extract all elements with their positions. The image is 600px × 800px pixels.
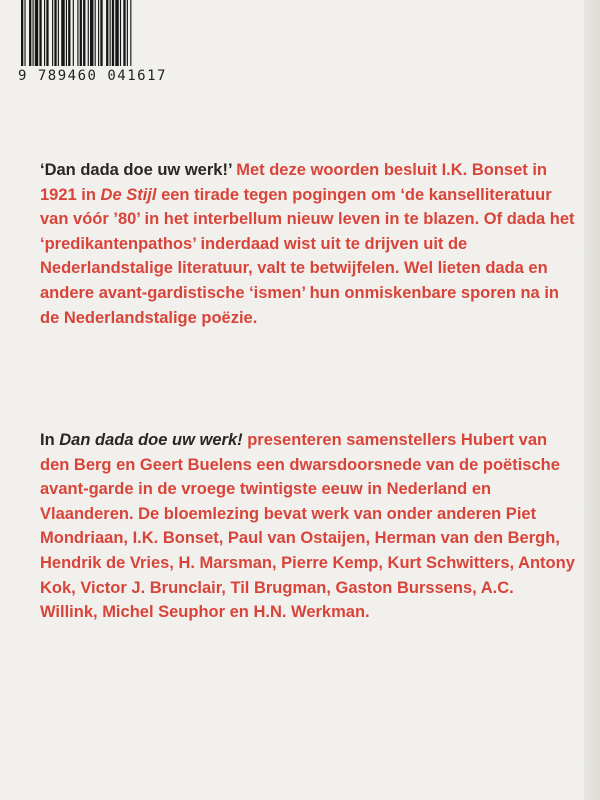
- barcode-bar: [112, 0, 114, 66]
- barcode-bar: [120, 0, 121, 66]
- barcode-bar: [123, 0, 125, 66]
- barcode-bar: [68, 0, 70, 66]
- barcode-bar: [35, 0, 38, 66]
- barcode-bar: [83, 0, 85, 66]
- barcode-bar: [21, 0, 23, 66]
- isbn-number: 9 789460 041617: [18, 68, 167, 84]
- barcode-bar: [44, 0, 45, 66]
- journal-name: De Stijl: [100, 185, 157, 204]
- barcode-bar: [80, 0, 82, 66]
- barcode-bar: [90, 0, 93, 66]
- barcode-bar: [66, 0, 67, 66]
- barcode-bar: [115, 0, 118, 66]
- paragraph-description: [40, 428, 575, 625]
- barcode-bar: [29, 0, 31, 66]
- quote-title: ‘Dan dada doe uw werk!’: [40, 161, 232, 179]
- barcode-bar: [100, 0, 102, 66]
- description-prefix: In: [40, 431, 60, 449]
- barcode-bar: [33, 0, 34, 66]
- barcode-bar: [130, 0, 131, 66]
- barcode-bar: [24, 0, 25, 66]
- intro-text-part2: een tirade tegen pogingen om ‘de kanselliteratuur van vóór ’80’ in het interbellum nieuw leven in te blazen. Of dada het ‘predikantenpathos’ inderdaad wist uit te drijven uit de Nederlandstalige literatuur, valt te betwijfelen. Wel lieten dada en andere avant-gardistische ‘ismen’ hun onmiskenbare sporen na in de Nederlandstalige poëzie.: [40, 185, 575, 327]
- barcode-bar: [77, 0, 78, 66]
- barcode-bar: [54, 0, 56, 66]
- book-spine-edge: [584, 0, 600, 800]
- barcode-bar: [95, 0, 96, 66]
- barcode-bar: [88, 0, 89, 66]
- barcode: [18, 0, 198, 92]
- barcode-bar: [73, 0, 74, 66]
- barcode-bar: [127, 0, 128, 66]
- book-title: Dan dada doe uw werk!: [59, 431, 243, 449]
- intro-text-part1: Met deze woorden besluit I.K. Bonset in 1921 in: [40, 161, 548, 204]
- barcode-bar: [46, 0, 48, 66]
- barcode-bar: [106, 0, 108, 66]
- barcode-bar: [61, 0, 64, 66]
- barcode-bar: [58, 0, 59, 66]
- description-body: presenteren samenstellers Hubert van den Berg en Geert Buelens een dwarsdoorsnede van de poëtische avant-garde in de vroege twintigste eeuw in Nederland en Vlaanderen. De bloemlezing bevat werk van onder anderen Piet Mondriaan, I.K. Bonset, Paul van Ostaijen, Herman van den Bergh, Hendrik de Vries, H. Marsman, Pierre Kemp, Kurt Schwitters, Antony Kok, Victor J. Brunclair, Til Brugman, Gaston Burssens, A.C. Willink, Michel Seuphor en H.N. Werkman.: [40, 431, 575, 622]
- barcode-bar: [110, 0, 111, 66]
- barcode-bar: [98, 0, 99, 66]
- barcode-bar: [52, 0, 53, 66]
- barcode-bar: [39, 0, 41, 66]
- barcode-bars: [18, 0, 198, 66]
- paragraph-intro: [40, 158, 575, 330]
